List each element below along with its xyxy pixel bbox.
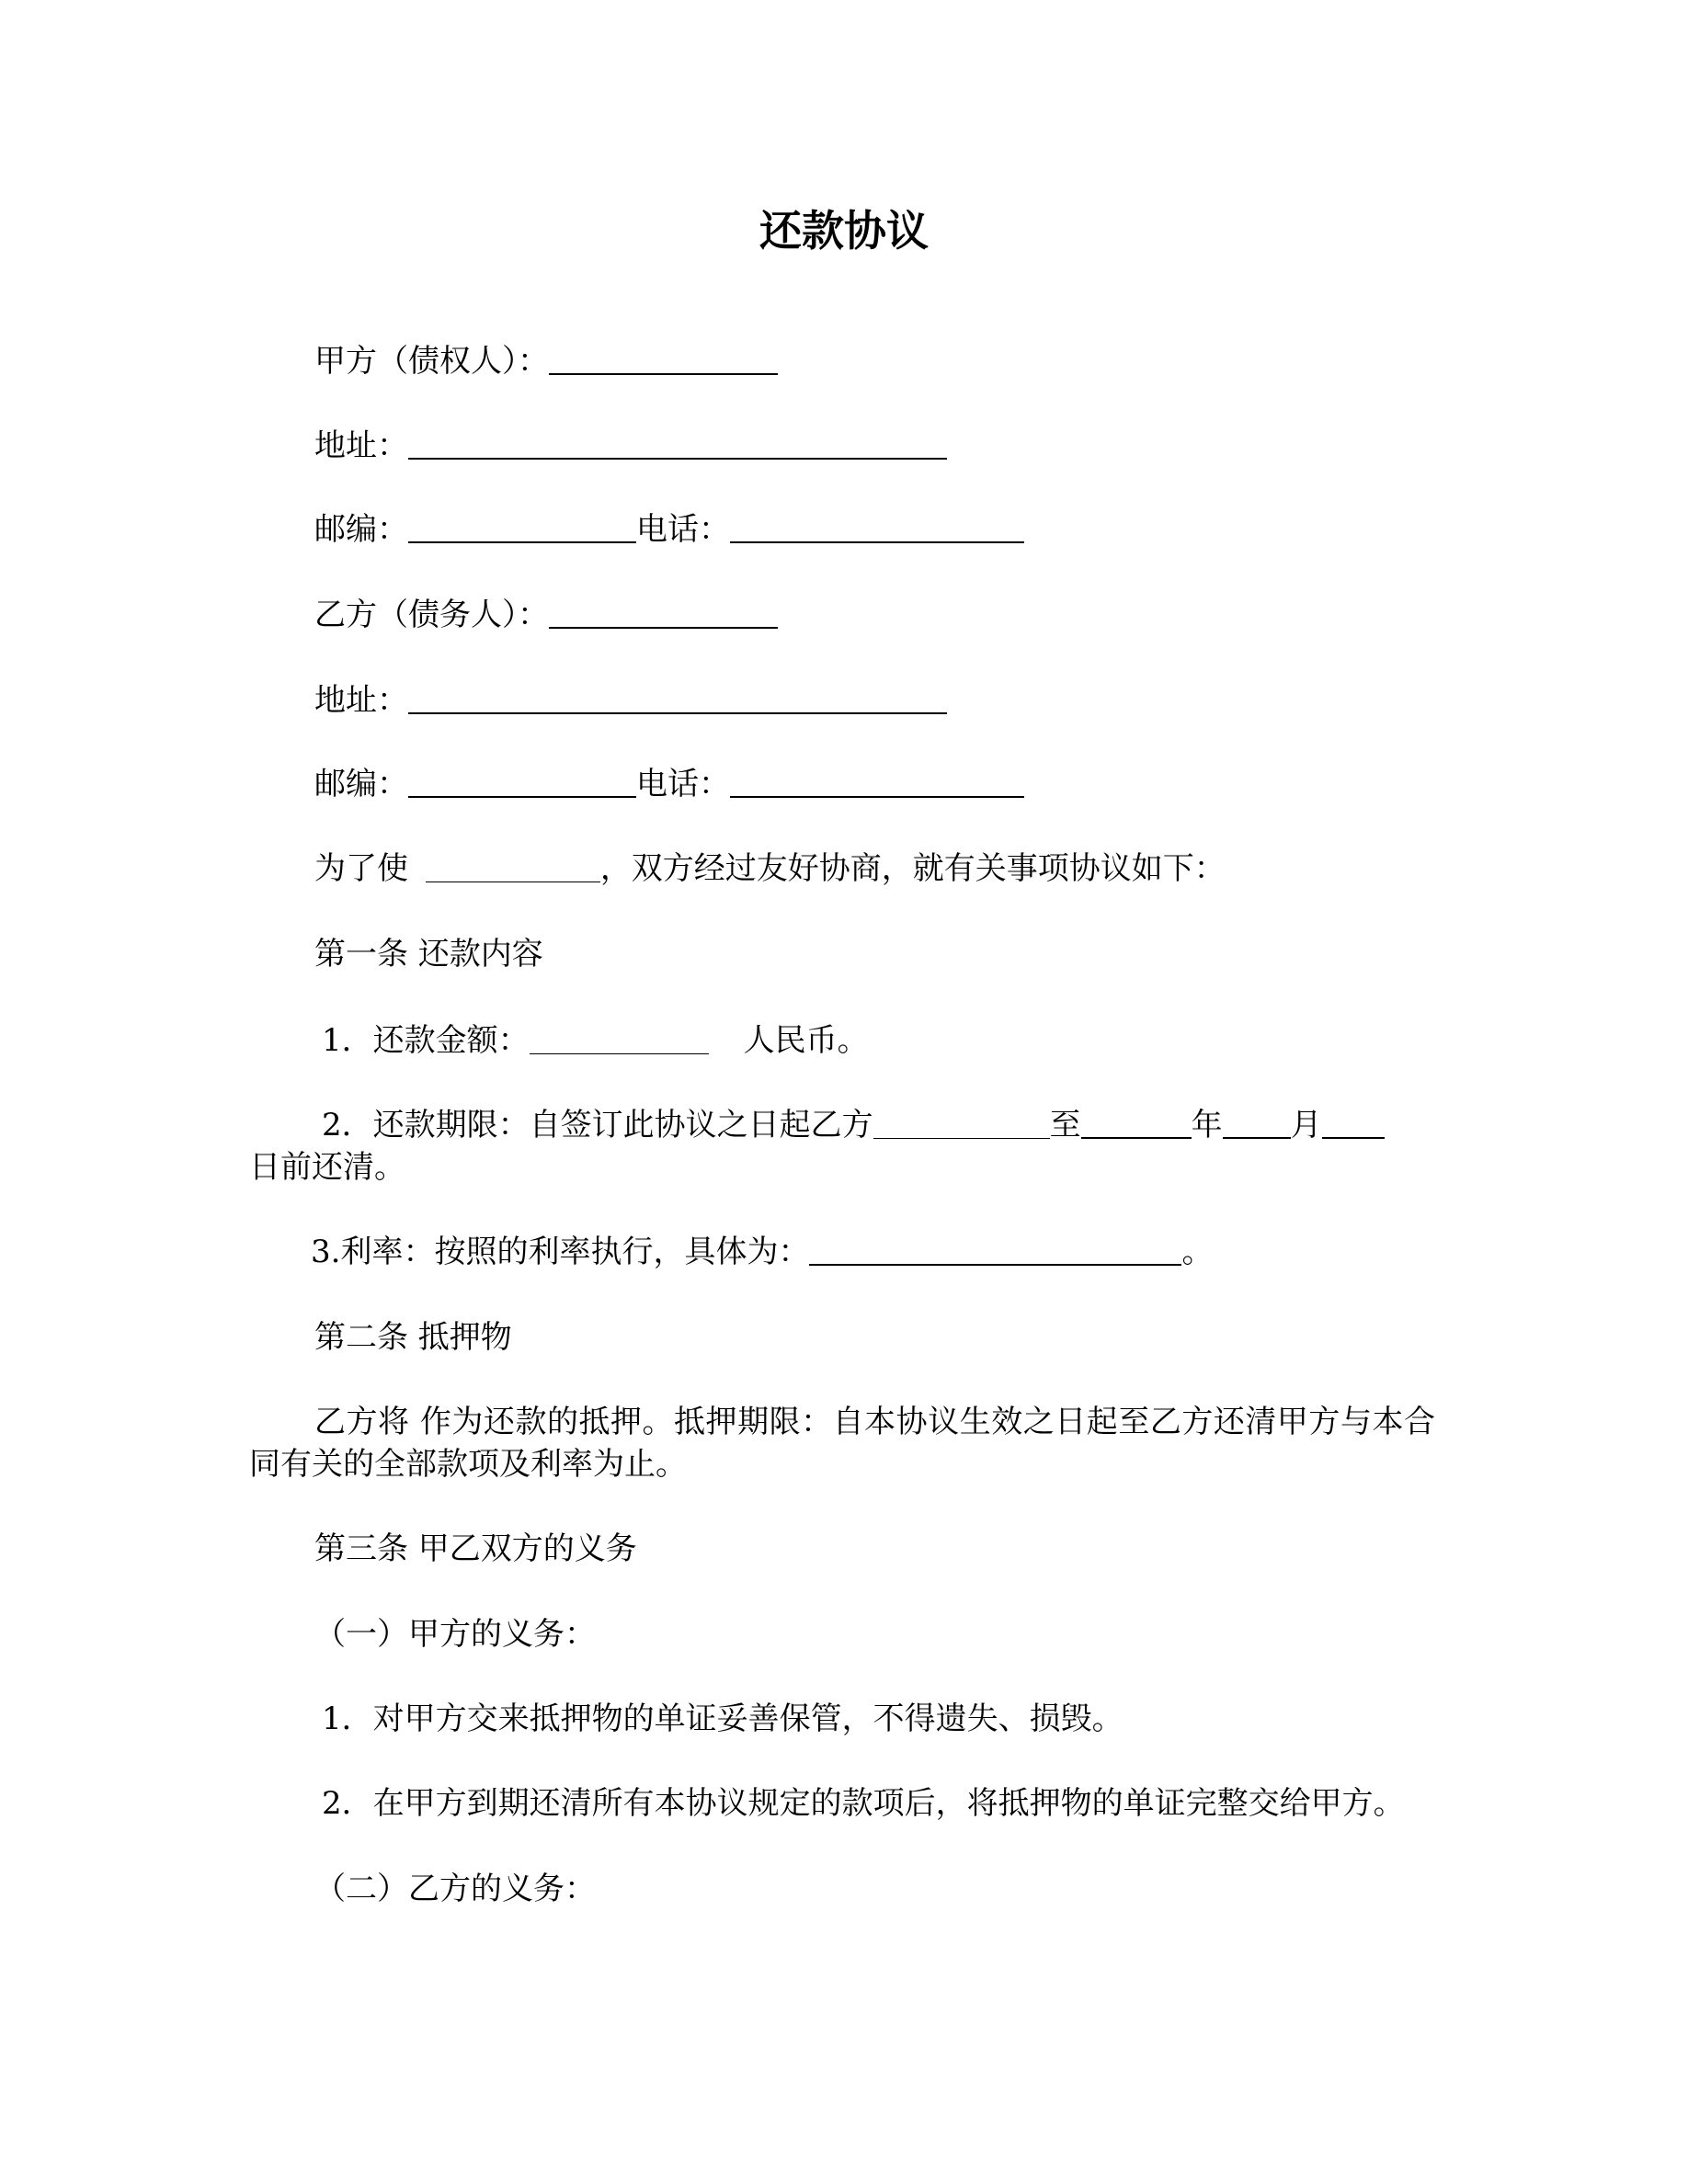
party-a-address-line: 地址： [314,425,947,467]
article3-sub1-item2: 2．在甲方到期还清所有本协议规定的款项后，将抵押物的单证完整交给甲方。 [322,1785,1405,1822]
article1-item2-cont: 日前还清。 [249,1149,405,1186]
zip-blank [408,765,636,798]
amount-blank [530,1022,709,1054]
rate-blank [809,1233,1181,1266]
party-b-line: 乙方（债务人）： [314,594,778,636]
article2-body: 乙方将 作为还款的抵押。抵押期限：自本协议生效之日起至乙方还清甲方与本合同有关的全部款项及利率为止。 [249,1404,1435,1483]
party-b-blank [549,596,778,629]
article1-item2: 2．还款期限：自签订此协议之日起乙方 至 年 月 [322,1104,1385,1146]
article3-sub1-item1: 1．对甲方交来抵押物的单证妥善保管，不得遗失、损毁。 [322,1701,1123,1737]
party-b-address-line: 地址： [314,679,947,722]
article1-heading: 第一条 还款内容 [314,936,543,973]
address-blank [408,427,947,460]
phone-blank [730,765,1024,798]
purpose-blank [426,850,600,882]
article1-item3: 3.利率：按照的利率执行，具体为： 。 [311,1234,1214,1270]
party-b-contact-line: 邮编： 电话： [314,763,1024,805]
zip-blank [408,510,636,543]
day-blank [1322,1106,1385,1139]
intro-line: 为了使 ，双方经过友好协商，就有关事项协议如下： [314,850,1226,887]
party-a-blank [549,342,778,375]
year-blank [1081,1106,1192,1139]
article3-sub2: （二）乙方的义务： [314,1871,596,1907]
article3-heading: 第三条 甲乙双方的义务 [314,1530,637,1567]
party-a-line: 甲方（债权人）： [314,340,778,382]
phone-blank [730,510,1024,543]
term-blank [873,1107,1050,1139]
month-blank [1223,1106,1291,1139]
article1-item1: 1．还款金额： 人民币。 [322,1022,869,1059]
document-title: 还款协议 [759,206,929,256]
article3-sub1: （一）甲方的义务： [314,1616,596,1653]
address-blank [408,681,947,714]
party-a-contact-line: 邮编： 电话： [314,508,1024,551]
article2-heading: 第二条 抵押物 [314,1319,512,1356]
